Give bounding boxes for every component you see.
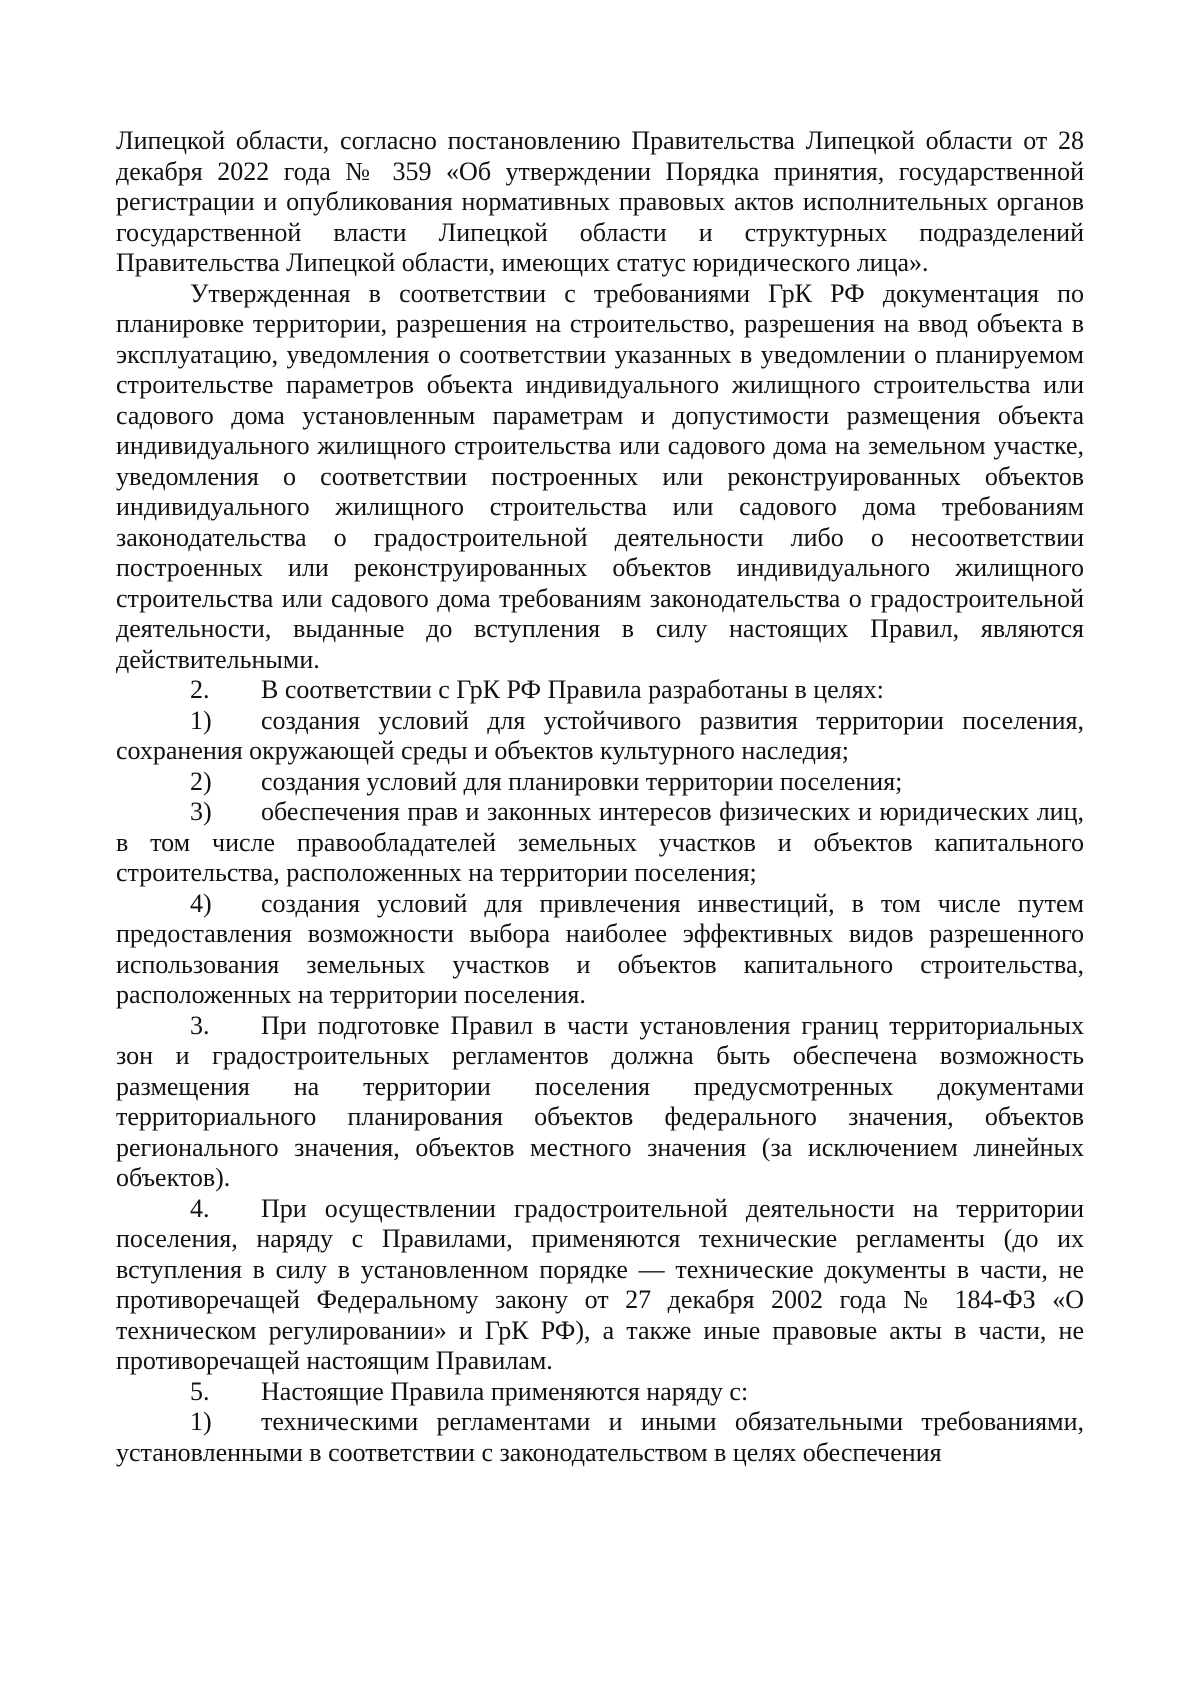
clause-number: 4. (190, 1193, 210, 1223)
subclause-number: 1) (190, 1407, 212, 1436)
document-body (116, 126, 1084, 1468)
clause-3 (116, 1011, 1084, 1194)
clause-text: Настоящие Правила применяются наряду с: (261, 1376, 749, 1406)
subclause-number: 2) (190, 766, 212, 796)
subclause-2-1 (116, 706, 1084, 767)
clause-number: 5. (190, 1376, 210, 1406)
subclause-text: обеспечения прав и законных интересов физических и юридических лиц, в том числе правообладателей земельных участков и объектов капитального строительства, расположенных на территории поселения; (116, 797, 1084, 887)
subclause-number: 4) (190, 888, 212, 918)
subclause-2-3 (116, 797, 1084, 889)
clause-4 (116, 1194, 1084, 1377)
clause-number: 3. (190, 1010, 210, 1040)
clause-text: В соответствии с ГрК РФ Правила разработаны в целях: (261, 675, 884, 704)
subclause-number: 3) (190, 797, 212, 826)
clause-text: При осуществлении градостроительной деятельности на территории поселения, наряду с Правилами, применяются технические регламенты (до их вступления в силу в установленном порядке — технические документы в части, не противоречащей Федеральному закону от 27 декабря 2002 года № 184-ФЗ «О техническом регулировании» и ГрК РФ), а также иные правовые акты в части, не противоречащей настоящим Правилам. (116, 1193, 1084, 1375)
subclause-5-1 (116, 1407, 1084, 1468)
subclause-text: создания условий для устойчивого развития территории поселения, сохранения окружающей среды и объектов культурного наследия; (116, 705, 1084, 765)
subclause-number: 1) (190, 705, 212, 735)
clause-text: При подготовке Правил в части установления границ территориальных зон и градостроительных регламентов должна быть обеспечена возможность размещения на территории поселения предусмотренных документами территориального планирования объектов федерального значения, объектов регионального значения, объектов местного значения (за исключением линейных объектов). (116, 1010, 1084, 1192)
clause-2 (116, 675, 1084, 706)
subclause-text: создания условий для привлечения инвестиций, в том числе путем предоставления возможности выбора наиболее эффективных видов разрешенного использования земельных участков и объектов капитального строительства, расположенных на территории поселения. (116, 888, 1084, 1009)
subclause-2-4 (116, 889, 1084, 1011)
paragraph-approved-documentation: Утвержденная в соответствии с требованиями ГрК РФ документация по планировке территории, разрешения на строительство, разрешения на ввод объекта в эксплуатацию, уведомления о соответствии указанных в уведомлении о планируемом строительстве параметров объекта индивидуального жилищного строительства или садового дома установленным параметрам и допустимости размещения объекта индивидуального жилищного строительства или садового дома на земельном участке, уведомления о соответствии построенных или реконструированных объектов индивидуального жилищного строительства или садового дома требованиям законодательства о градостроительной деятельности либо о несоответствии построенных или реконструированных объектов индивидуального жилищного строительства или садового дома требованиям законодательства о градостроительной деятельности, выданные до вступления в силу настоящих Правил, являются действительными. (116, 278, 1084, 674)
subclause-text: техническими регламентами и иными обязательными требованиями, установленными в соответствии с законодательством в целях обеспечения (116, 1407, 1084, 1467)
subclause-2-2 (116, 767, 1084, 798)
paragraph-continuation: Липецкой области, согласно постановлению Правительства Липецкой области от 28 декабря 2022 года № 359 «Об утверждении Порядка принятия, государственной регистрации и опубликования нормативных правовых актов исполнительных органов государственной власти Липецкой области и структурных подразделений Правительства Липецкой области, имеющих статус юридического лица». (116, 126, 1084, 277)
subclause-text: создания условий для планировки территории поселения; (261, 766, 903, 796)
clause-5 (116, 1377, 1084, 1408)
clause-number: 2. (190, 675, 210, 704)
